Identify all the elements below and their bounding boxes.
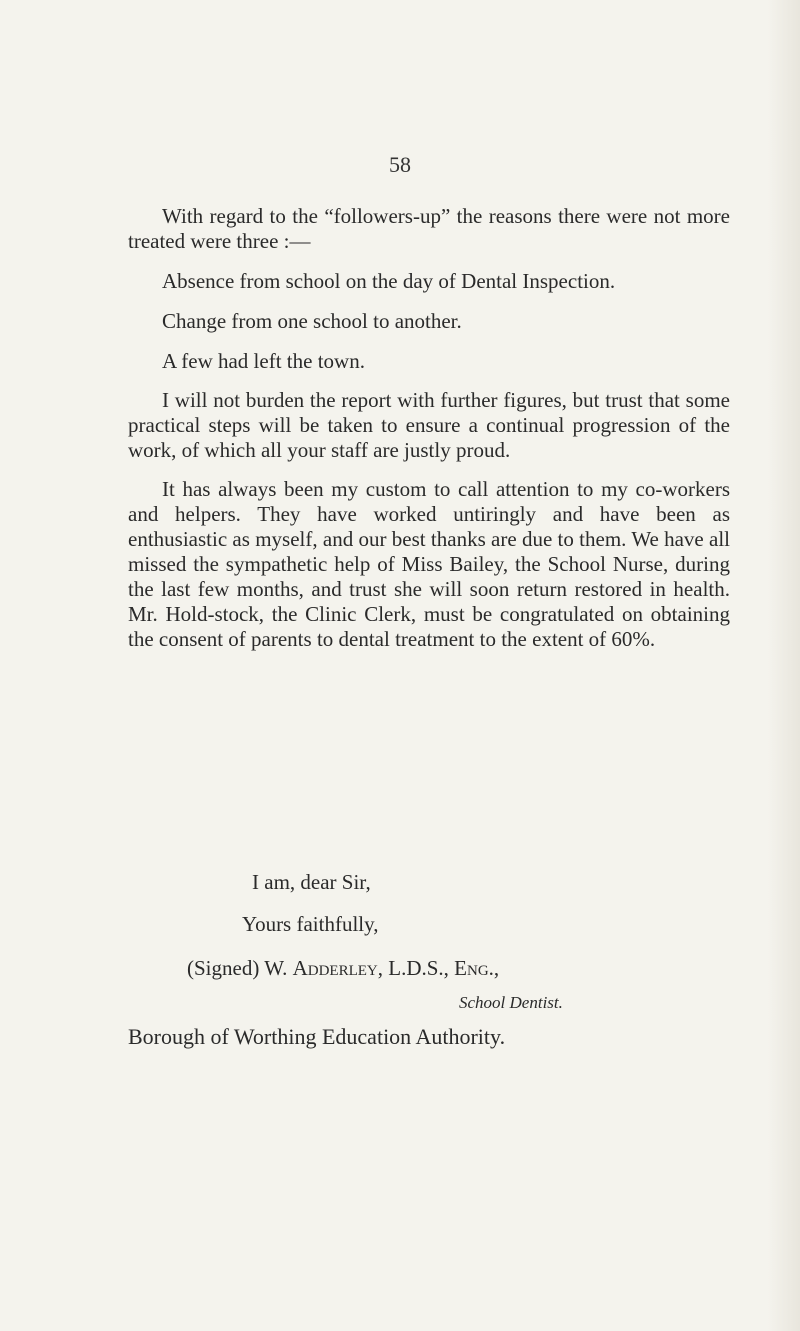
- signer-name: Adderley, L.D.S., Eng.,: [292, 956, 500, 980]
- closing-line: I am, dear Sir,: [252, 870, 371, 894]
- reason-item: A few had left the town.: [162, 349, 365, 373]
- page-number: 58: [389, 152, 411, 177]
- yours-faithfully: Yours faithfully,: [242, 912, 379, 936]
- thanks-paragraph: It has always been my custom to call attention to my co-workers and helpers. They have worked untiringly and have been as enthusiastic as myself, and our best thanks are due to them. We have all missed the sympathetic help of Miss Bailey, the School Nurse, during the last few months, and trust she will soon return restored in health. Mr. Hold-stock, the Clinic Clerk, must be congratulated on obtaining the consent of parents to dental treatment to the extent of 60%.: [128, 477, 730, 651]
- letter-body: [128, 204, 730, 652]
- intro-paragraph: With regard to the “followers-up” the reasons there were not more treated were three :—: [128, 204, 730, 253]
- report-paragraph: I will not burden the report with further figures, but trust that some practical steps will be taken to ensure a continual progression of the work, of which all your staff are justly proud.: [128, 388, 730, 462]
- signed-prefix: (Signed) W.: [187, 956, 293, 980]
- reason-item: Absence from school on the day of Dental Inspection.: [162, 269, 616, 293]
- signer-role: School Dentist.: [459, 993, 563, 1012]
- signed-line: [187, 956, 499, 981]
- authority-line: Borough of Worthing Education Authority.: [128, 1024, 506, 1049]
- reason-item: Change from one school to another.: [162, 309, 462, 333]
